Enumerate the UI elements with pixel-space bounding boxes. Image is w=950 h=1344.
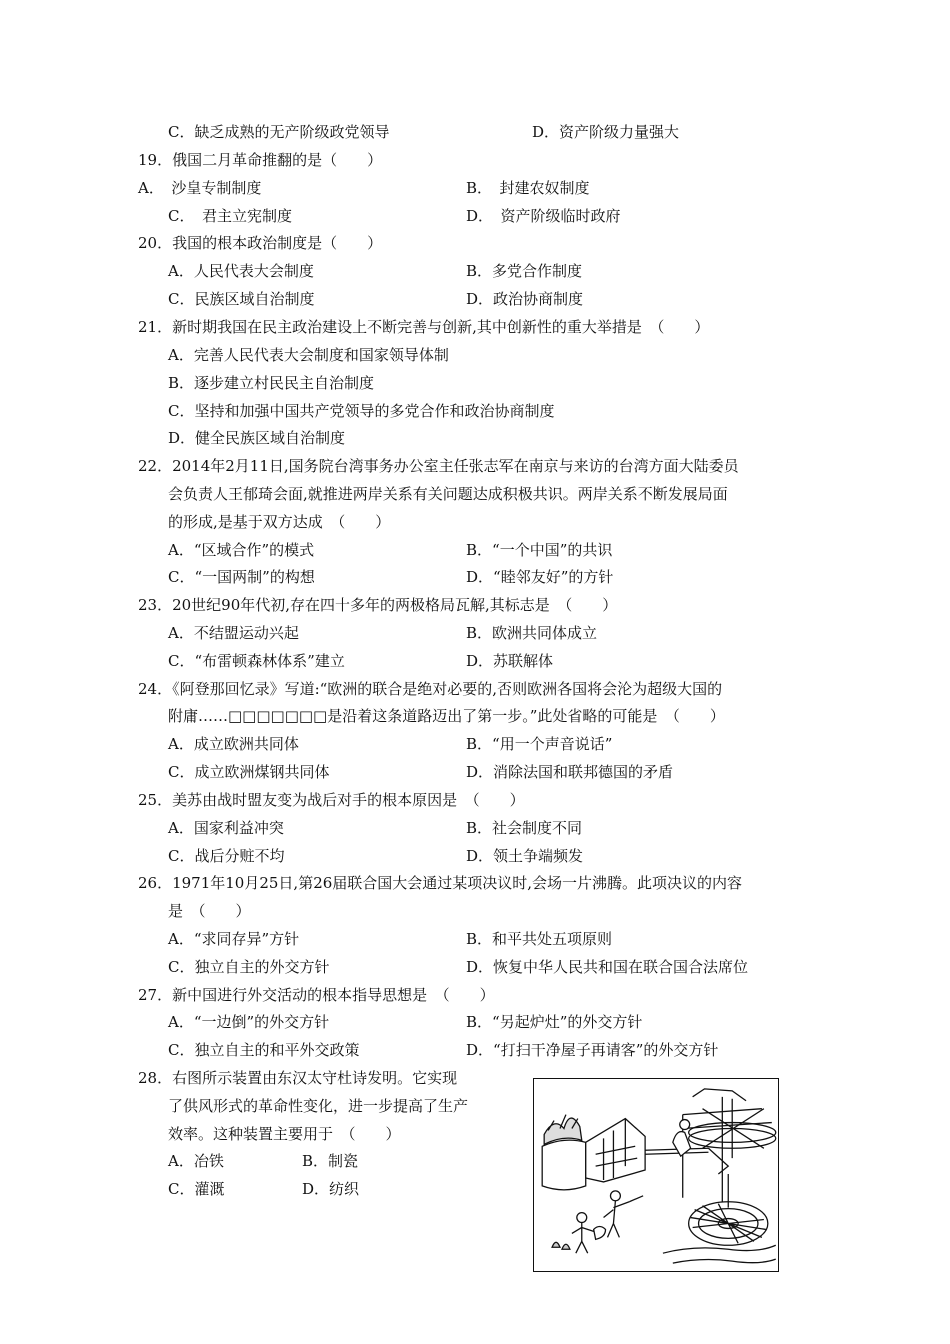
q25-stem: 25．美苏由战时盟友变为战后对手的根本原因是 （ ）	[138, 791, 525, 809]
q19-option-a: A． 沙皇专制制度	[138, 179, 262, 197]
water-powered-bellows-illustration	[533, 1078, 779, 1272]
q27-option-b: B．“另起炉灶”的外交方针	[466, 1013, 643, 1031]
q23-option-a: A．不结盟运动兴起	[168, 624, 299, 642]
q26-stem-line2: 是 （ ）	[168, 902, 251, 920]
q24-option-b: B．“用一个声音说话”	[466, 735, 613, 753]
q25-option-c: C．战后分赃不均	[168, 847, 285, 865]
q19-stem: 19．俄国二月革命推翻的是（ ）	[138, 151, 383, 169]
q23-option-c: C．“布雷顿森林体系”建立	[168, 652, 345, 670]
q23-stem: 23．20世纪90年代初,存在四十多年的两极格局瓦解,其标志是 （ ）	[138, 596, 618, 614]
q28-option-b: B．制瓷	[302, 1152, 359, 1170]
q19-option-d: D． 资产阶级临时政府	[466, 207, 621, 225]
q22-stem-line3: 的形成,是基于双方达成 （ ）	[168, 513, 391, 531]
q25-option-b: B．社会制度不同	[466, 819, 583, 837]
q23-option-b: B．欧洲共同体成立	[466, 624, 598, 642]
q22-option-a: A．“区域合作”的模式	[168, 541, 315, 559]
q20-option-c: C．民族区域自治制度	[168, 290, 315, 308]
q27-stem: 27．新中国进行外交活动的根本指导思想是 （ ）	[138, 986, 495, 1004]
q26-option-d: D．恢复中华人民共和国在联合国合法席位	[466, 958, 749, 976]
q28-stem-line3: 效率。这种装置主要用于 （ ）	[168, 1125, 401, 1143]
q23-option-d: D．苏联解体	[466, 652, 554, 670]
q19-option-b: B． 封建农奴制度	[466, 179, 590, 197]
q18-option-c: C．缺乏成熟的无产阶级政党领导	[168, 123, 390, 141]
q27-option-c: C．独立自主的和平外交政策	[168, 1041, 360, 1059]
q26-option-a: A．“求同存异”方针	[168, 930, 300, 948]
bellows-drawing	[534, 1079, 778, 1271]
q22-stem-line1: 22．2014年2月11日,国务院台湾事务办公室主任张志军在南京与来访的台湾方面大陆委员	[138, 457, 739, 475]
q22-option-d: D．“睦邻友好”的方针	[466, 568, 614, 586]
q28-stem-line2: 了供风形式的革命性变化，进一步提高了生产	[168, 1097, 469, 1115]
q22-stem-line2: 会负责人王郁琦会面,就推进两岸关系有关问题达成积极共识。两岸关系不断发展局面	[168, 485, 728, 503]
q22-option-c: C．“一国两制”的构想	[168, 568, 315, 586]
q18-option-d: D．资产阶级力量强大	[532, 123, 680, 141]
q28-option-c: C．灌溉	[168, 1180, 225, 1198]
q26-option-b: B．和平共处五项原则	[466, 930, 613, 948]
q20-option-a: A．人民代表大会制度	[168, 262, 314, 280]
q21-stem: 21．新时期我国在民主政治建设上不断完善与创新,其中创新性的重大举措是 （ ）	[138, 318, 710, 336]
q28-stem-line1: 28．右图所示装置由东汉太守杜诗发明。它实现	[138, 1069, 458, 1087]
q21-option-b: B．逐步建立村民民主自治制度	[168, 374, 375, 392]
q26-option-c: C．独立自主的外交方针	[168, 958, 330, 976]
q25-option-d: D．领土争端频发	[466, 847, 584, 865]
q24-option-c: C．成立欧洲煤钢共同体	[168, 763, 330, 781]
q24-stem-line1: 24．《阿登那回忆录》写道:“欧洲的联合是绝对必要的,否则欧洲各国将会沦为超级大国的	[138, 680, 723, 698]
q24-option-d: D．消除法国和联邦德国的矛盾	[466, 763, 674, 781]
q28-option-a: A．冶铁	[168, 1152, 224, 1170]
q27-option-a: A．“一边倒”的外交方针	[168, 1013, 330, 1031]
q21-option-c: C．坚持和加强中国共产党领导的多党合作和政治协商制度	[168, 402, 555, 420]
q27-option-d: D．“打扫干净屋子再请客”的外交方针	[466, 1041, 719, 1059]
q21-option-a: A．完善人民代表大会制度和国家领导体制	[168, 346, 449, 364]
q22-option-b: B．“一个中国”的共识	[466, 541, 613, 559]
q20-stem: 20．我国的根本政治制度是（ ）	[138, 234, 383, 252]
q19-option-c: C． 君主立宪制度	[168, 207, 292, 225]
q24-option-a: A．成立欧洲共同体	[168, 735, 299, 753]
q20-option-d: D．政治协商制度	[466, 290, 584, 308]
q25-option-a: A．国家利益冲突	[168, 819, 284, 837]
q28-option-d: D．纺织	[302, 1180, 360, 1198]
q20-option-b: B．多党合作制度	[466, 262, 583, 280]
q24-stem-line2: 附庸……□□□□□□□是沿着这条道路迈出了第一步。”此处省略的可能是 （ ）	[168, 707, 725, 725]
q26-stem-line1: 26．1971年10月25日,第26届联合国大会通过某项决议时,会场一片沸腾。此项决议的内容	[138, 874, 743, 892]
q21-option-d: D．健全民族区域自治制度	[168, 429, 346, 447]
